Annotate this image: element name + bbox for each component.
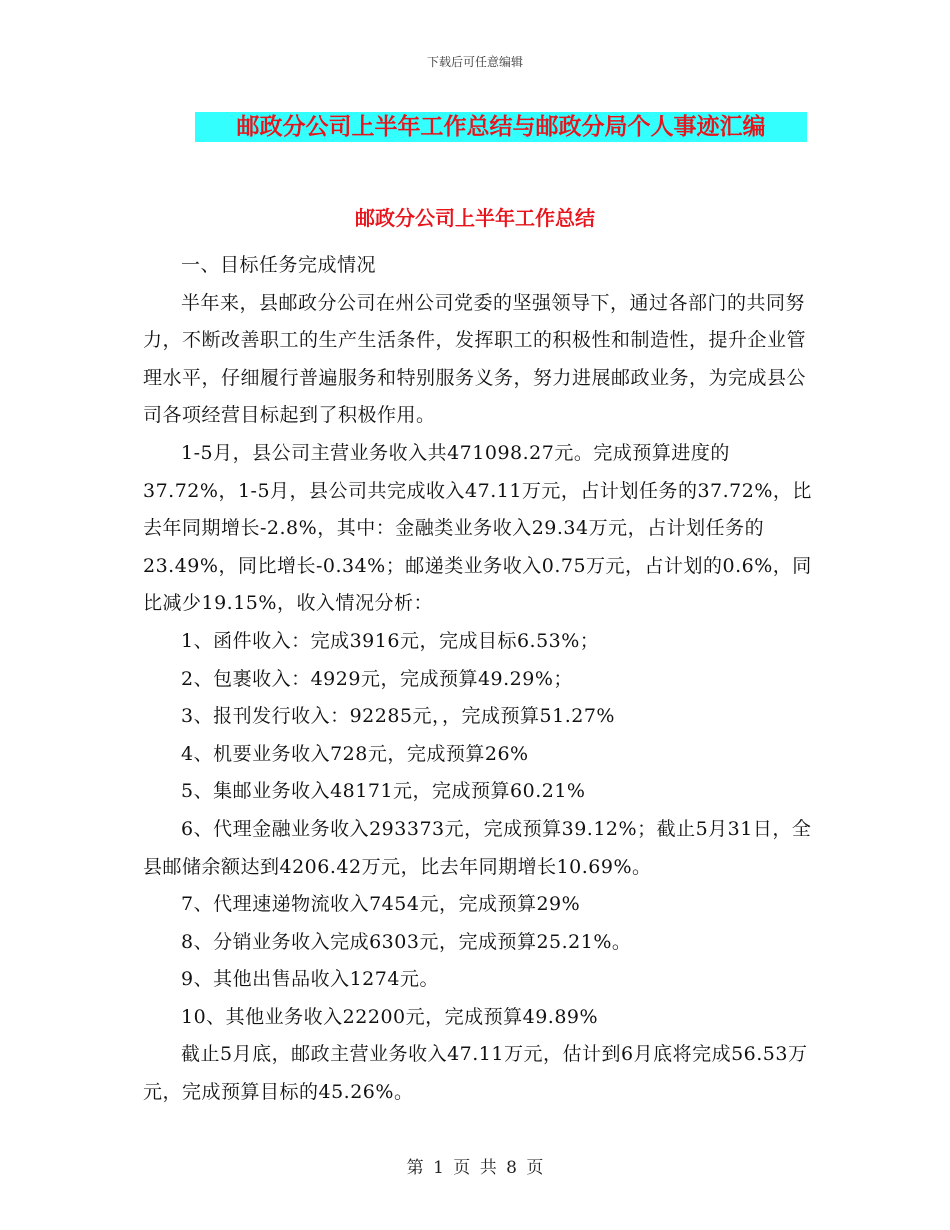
list-item: 5、集邮业务收入48171元，完成预算60.21% <box>181 780 586 803</box>
paragraph-revenue: 1-5月，县公司主营业务收入共471098.27元。完成预算进度的37.72%，1-5月，县公司共完成收入47.11万元，占计划任务的37.72%，比去年同期增长-2.8%，其中：金融类业务收入29.34万元，占计划任务的23.49%，同比增长-0.34%；邮递类业务收入0.75万元，占计划的0.6%，同比减少19.15%，收入情况分析： <box>143 441 812 615</box>
list-item: 2、包裹收入：4929元，完成预算49.29%； <box>181 667 573 690</box>
paragraph-intro: 半年来，县邮政分公司在州公司党委的坚强领导下，通过各部门的共同努力，不断改善职工的生产生活条件，发挥职工的积极性和制造性，提升企业管理水平，仔细履行普遍服务和特别服务义务，努力进展邮政业务，为完成县公司各项经营目标起到了积极作用。 <box>143 291 807 427</box>
header-note: 下载后可任意编辑 <box>426 55 523 69</box>
page-footer: 第 1 页 共 8 页 <box>406 1158 544 1178</box>
section-heading: 一、目标任务完成情况 <box>181 254 377 276</box>
main-title-highlight <box>195 112 807 142</box>
list-item: 10、其他业务收入22200元，完成预算49.89% <box>181 1005 599 1028</box>
list-item: 9、其他出售品收入1274元。 <box>181 968 439 991</box>
list-item: 1、函件收入：完成3916元，完成目标6.53%； <box>181 629 600 652</box>
sub-title: 邮政分公司上半年工作总结 <box>355 206 595 230</box>
paragraph-summary: 截止5月底，邮政主营业务收入47.11万元，估计到6月底将完成56.53万元，完成预算目标的45.26%。 <box>143 1043 808 1104</box>
document-body <box>143 247 813 1112</box>
list-item: 7、代理速递物流收入7454元，完成预算29% <box>181 893 581 916</box>
list-item: 3、报刊发行收入：92285元，，完成预算51.27% <box>181 705 615 728</box>
main-title: 邮政分公司上半年工作总结与邮政分局个人事迹汇编 <box>236 113 766 140</box>
list-item: 6、代理金融业务收入293373元，完成预算39.12%；截止5月31日，全县邮储余额达到4206.42万元，比去年同期增长10.69%。 <box>143 817 812 878</box>
list-item: 4、机要业务收入728元，完成预算26% <box>181 742 529 765</box>
list-item: 8、分销业务收入完成6303元，完成预算25.21%。 <box>181 930 632 953</box>
